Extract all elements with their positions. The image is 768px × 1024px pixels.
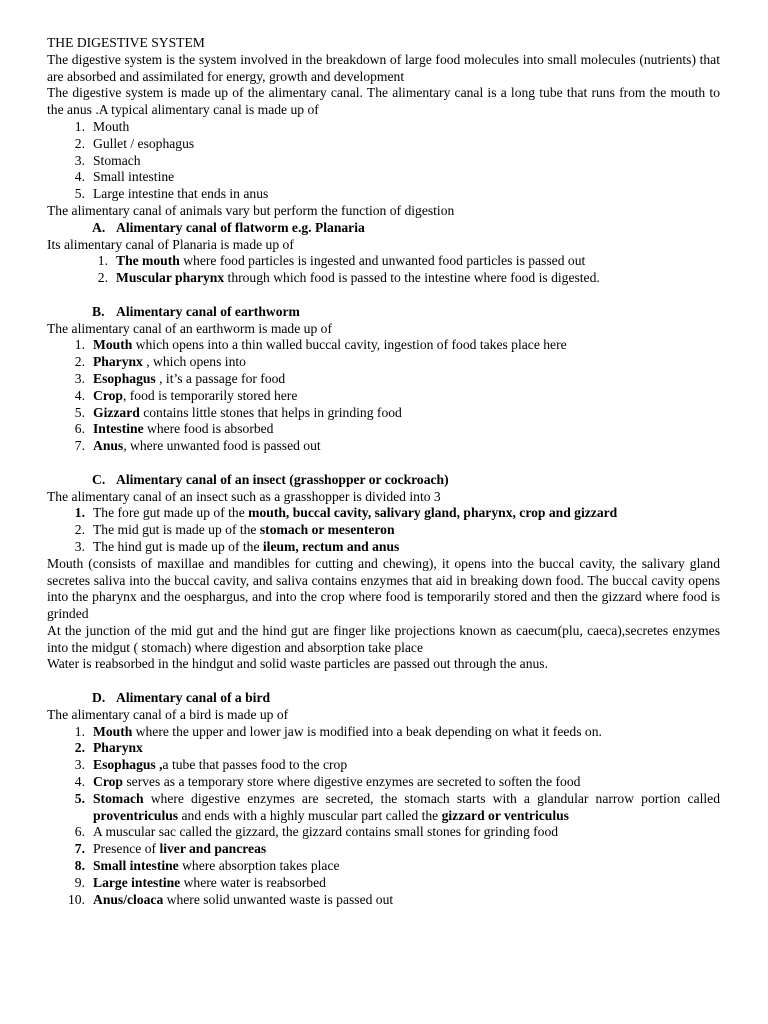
list-item: 1. The fore gut made up of the mouth, buccal cavity, salivary gland, pharynx, crop and gizzard xyxy=(74,505,618,521)
section-d-intro: The alimentary canal of a bird is made up of xyxy=(47,706,289,722)
section-c-paragraph-2: At the junction of the mid gut and the hind gut are finger like projections known as caecum(plu, caeca),secretes enzymes into the midgut ( stomach) where digestion and absorption take place xyxy=(47,622,720,655)
list-item: 3. Stomach xyxy=(74,152,141,168)
section-c-heading: C. Alimentary canal of an insect (grasshopper or cockroach) xyxy=(92,471,449,487)
list-item: 4. Small intestine xyxy=(74,169,175,185)
section-c-list xyxy=(47,505,720,555)
section-a-list xyxy=(47,253,720,287)
list-item: 1. Mouth where the upper and lower jaw is modified into a beak depending on what it feeds on. xyxy=(74,723,602,739)
list-item: 10. Anus/cloaca where solid unwanted waste is passed out xyxy=(68,891,394,907)
typical-parts-list xyxy=(47,119,720,203)
document-page xyxy=(47,35,720,908)
list-item: 6. A muscular sac called the gizzard, the gizzard contains small stones for grinding food xyxy=(74,824,559,840)
list-item: 5. Gizzard contains little stones that helps in grinding food xyxy=(74,404,402,420)
section-b-heading: B. Alimentary canal of earthworm xyxy=(92,303,300,319)
section-c-paragraph-3: Water is reabsorbed in the hindgut and solid waste particles are passed out through the anus. xyxy=(47,656,548,672)
list-item: 2. Muscular pharynx through which food is passed to the intestine where food is digested. xyxy=(97,270,600,286)
list-item: 2. Pharynx xyxy=(74,740,143,756)
list-item: 6. Intestine where food is absorbed xyxy=(74,421,274,437)
section-d-heading: D. Alimentary canal of a bird xyxy=(92,690,271,706)
section-c-paragraph-1: Mouth (consists of maxillae and mandibles for cutting and chewing), it opens into the buccal cavity, the salivary gland secretes saliva into the buccal cavity, and saliva contains enzymes that aid in breaking down food. The buccal cavity opens into the pharynx and the oesphargus, and into the crop where food is temporarily stored and then the gizzard where food is grinded xyxy=(47,555,720,622)
list-item: 7. Anus, where unwanted food is passed out xyxy=(74,438,321,454)
list-item: 2. The mid gut is made up of the stomach or mesenteron xyxy=(74,522,395,538)
list-item: 2. Gullet / esophagus xyxy=(74,135,195,151)
intro-paragraph-2: The digestive system is made up of the alimentary canal. The alimentary canal is a long tube that runs from the mouth to the anus .A typical alimentary canal is made up of xyxy=(47,85,720,118)
list-item: 7. Presence of liver and pancreas xyxy=(74,841,267,857)
list-item: 2. Pharynx , which opens into xyxy=(74,354,246,370)
list-item: 8. Small intestine where absorption takes place xyxy=(74,858,340,874)
list-item: 4. Crop serves as a temporary store where digestive enzymes are secreted to soften the food xyxy=(74,774,581,790)
list-item: 4. Crop, food is temporarily stored here xyxy=(74,387,298,403)
list-item: 5. Large intestine that ends in anus xyxy=(74,186,269,202)
intro-paragraph-1: The digestive system is the system involved in the breakdown of large food molecules into small molecules (nutrients) that are absorbed and assimilated for energy, growth and development xyxy=(47,51,720,84)
section-b-list xyxy=(47,337,720,455)
section-a-heading: A. Alimentary canal of flatworm e.g. Planaria xyxy=(92,219,365,235)
document-title: THE DIGESTIVE SYSTEM xyxy=(47,35,205,50)
list-item: 1. The mouth where food particles is ingested and unwanted food particles is passed out xyxy=(97,253,586,269)
section-c-intro: The alimentary canal of an insect such as a grasshopper is divided into 3 xyxy=(47,488,441,504)
list-item: 3. Esophagus , it’s a passage for food xyxy=(74,370,286,386)
list-item: 1. Mouth xyxy=(74,118,130,134)
section-b-intro: The alimentary canal of an earthworm is made up of xyxy=(47,320,332,336)
list-item: 3. The hind gut is made up of the ileum, rectum and anus xyxy=(74,538,400,554)
section-a-intro: Its alimentary canal of Planaria is made up of xyxy=(47,236,294,252)
list-item: 9. Large intestine where water is reabsorbed xyxy=(74,874,326,890)
vary-paragraph: The alimentary canal of animals vary but perform the function of digestion xyxy=(47,202,455,218)
section-d-list xyxy=(47,724,720,909)
list-item: 3. Esophagus ,a tube that passes food to the crop xyxy=(74,757,348,773)
list-item: 5. Stomach where digestive enzymes are secreted, the stomach starts with a glandular narrow portion called proventriculus and ends with a highly muscular part called the gizzard or ventriculus xyxy=(74,790,720,823)
list-item: 1. Mouth which opens into a thin walled buccal cavity, ingestion of food takes place here xyxy=(74,337,567,353)
